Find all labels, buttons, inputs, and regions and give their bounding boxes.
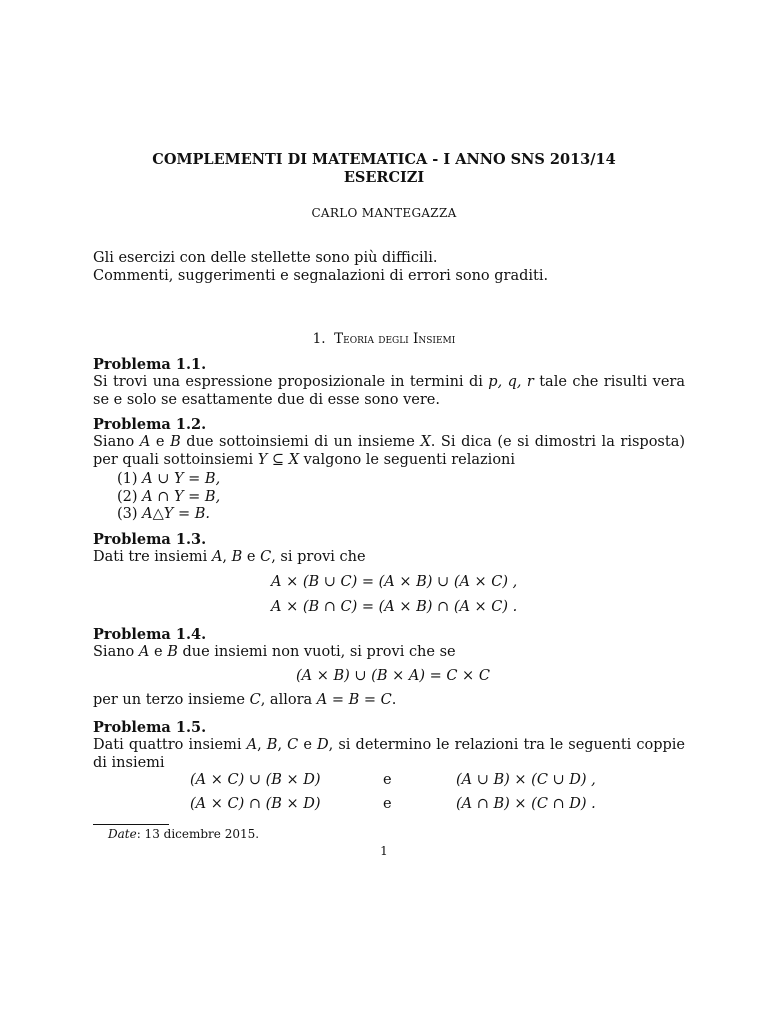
paper-title-line1: COMPLEMENTI DI MATEMATICA - I ANNO SNS 2013/14 bbox=[152, 151, 616, 168]
list-item: (3) A△Y = B. bbox=[117, 506, 210, 522]
list-item: (1) A ∪ Y = B, bbox=[117, 471, 221, 487]
section-heading bbox=[0, 331, 768, 347]
problem-1-5-row1-left: (A × C) ∪ (B × D) bbox=[190, 772, 321, 788]
problem-1-2-text: Siano A e B due sottoinsiemi di un insieme X. Si dica (e si dimostri la risposta) per quali sottoinsiemi Y ⊆ X valgono le seguenti relazioni bbox=[93, 434, 685, 468]
list-item: (2) A ∩ Y = B, bbox=[117, 488, 221, 505]
problem-1-4-heading: Problema 1.4. bbox=[93, 626, 207, 643]
problem-1-5-row1-conj: e bbox=[383, 772, 392, 788]
problem-1-5-row2-right: (A ∩ B) × (C ∩ D) . bbox=[456, 796, 596, 812]
problem-1-5-heading: Problema 1.5. bbox=[93, 719, 207, 736]
problem-1-1-heading: Problema 1.1. bbox=[93, 356, 207, 373]
problem-1-5-row2-conj: e bbox=[383, 796, 392, 812]
problem-1-2-heading: Problema 1.2. bbox=[93, 416, 207, 433]
intro-line2: Commenti, suggerimenti e segnalazioni di errori sono graditi. bbox=[93, 268, 549, 284]
problem-1-4-equation: (A × B) ∪ (B × A) = C × C bbox=[296, 668, 490, 684]
footnote-label: Date bbox=[108, 827, 137, 841]
problem-1-5-row1-right: (A ∪ B) × (C ∪ D) , bbox=[456, 772, 596, 788]
problem-1-4-conclusion: per un terzo insieme C, allora A = B = C. bbox=[93, 692, 397, 708]
problem-1-2-list bbox=[117, 471, 220, 524]
section-title: Teoria degli Insiemi bbox=[334, 331, 456, 347]
problem-1-3-equation-2: A × (B ∩ C) = (A × B) ∩ (A × C) . bbox=[271, 599, 518, 615]
problem-1-1-text: Si trovi una espressione proposizionale in termini di p, q, r tale che risulti vera se e solo se esattamente due di esse sono vere. bbox=[93, 374, 685, 408]
paper-title-line2: ESERCIZI bbox=[343, 169, 425, 186]
intro-line1: Gli esercizi con delle stellette sono più difficili. bbox=[93, 250, 438, 266]
footnote-divider bbox=[93, 824, 169, 825]
problem-1-3-heading: Problema 1.3. bbox=[93, 531, 207, 548]
problem-1-5-text: Dati quattro insiemi A, B, C e D, si determino le relazioni tra le seguenti coppie di insiemi bbox=[93, 737, 686, 771]
author: CARLO MANTEGAZZA bbox=[311, 206, 457, 220]
section-number: 1. bbox=[312, 331, 326, 347]
footnote bbox=[108, 827, 259, 841]
problem-1-3-text: Dati tre insiemi A, B e C, si provi che bbox=[93, 549, 366, 565]
problem-1-3-equation-1: A × (B ∪ C) = (A × B) ∪ (A × C) , bbox=[271, 574, 518, 590]
problem-1-4-text: Siano A e B due insiemi non vuoti, si provi che se bbox=[93, 644, 456, 660]
footnote-text: : 13 dicembre 2015. bbox=[136, 827, 260, 841]
problem-1-5-row2-left: (A × C) ∩ (B × D) bbox=[190, 796, 321, 812]
page-number: 1 bbox=[380, 844, 388, 858]
